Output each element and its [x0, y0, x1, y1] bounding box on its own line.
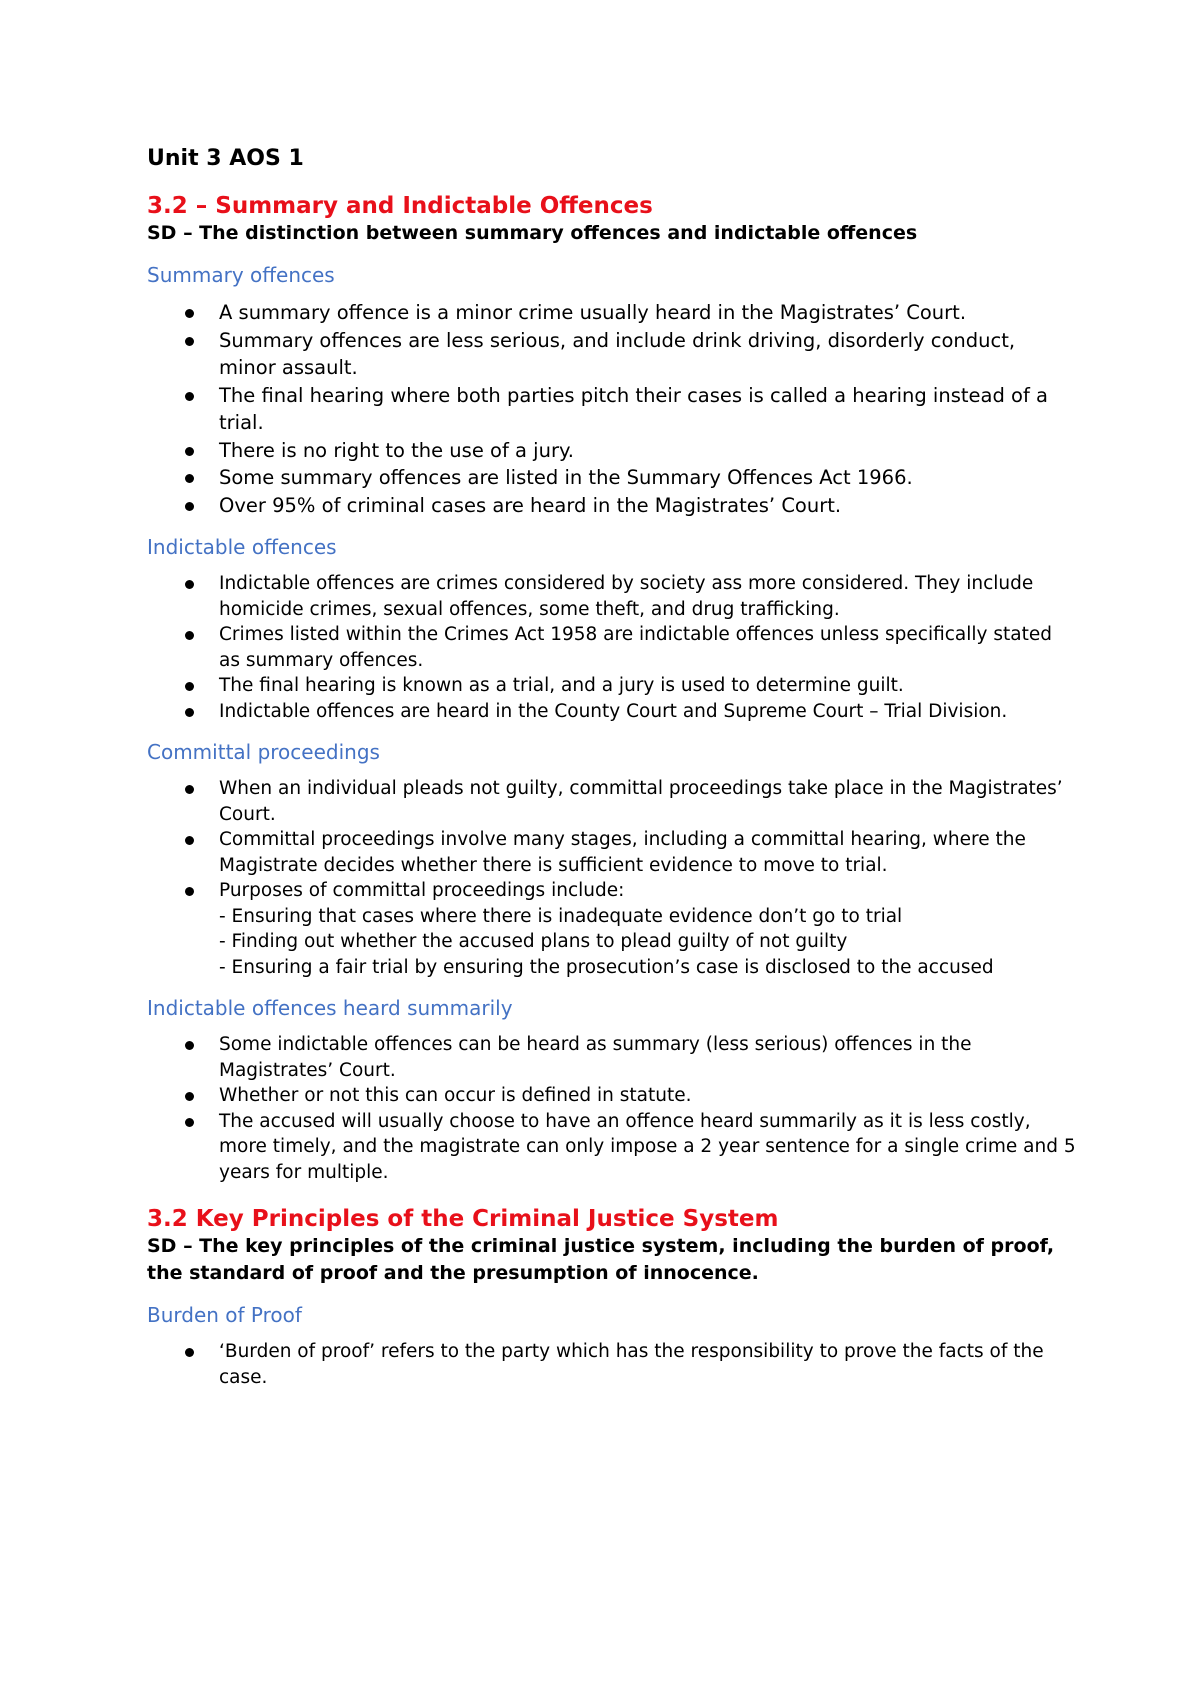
bullet-icon [185, 1348, 194, 1357]
list-item: Summary offences are less serious, and include drink driving, disorderly conduct, minor assault. [147, 327, 1077, 382]
bullet-list [147, 571, 1077, 724]
bullet-icon [185, 631, 194, 640]
bullet-icon [185, 447, 194, 456]
bullet-icon [185, 337, 194, 346]
bullet-list [147, 1032, 1077, 1185]
bullet-list [147, 299, 1077, 519]
bullet-list [147, 776, 1077, 980]
study-design-point: SD – The distinction between summary offences and indictable offences [147, 222, 918, 244]
bullet-icon [185, 1041, 194, 1050]
bullet-icon [185, 708, 194, 717]
subheading-summary-offences: Summary offences [147, 263, 335, 287]
bullet-icon [185, 502, 194, 511]
subheading-committal-proceedings: Committal proceedings [147, 740, 380, 764]
list-item: Indictable offences are heard in the County Court and Supreme Court – Trial Division. [147, 699, 1077, 725]
list-item: The accused will usually choose to have an offence heard summarily as it is less costly, more timely, and the magistrate can only impose a 2 year sentence for a single crime and 5 years for multiple. [147, 1109, 1077, 1186]
bullet-icon [185, 580, 194, 589]
bullet-icon [185, 836, 194, 845]
study-design-point: SD – The key principles of the criminal justice system, including the burden of proof, the standard of proof and the presumption of innocence. [147, 1235, 1055, 1284]
bullet-icon [185, 785, 194, 794]
list-item: Some summary offences are listed in the Summary Offences Act 1966. [147, 464, 1077, 492]
list-item: ‘Burden of proof’ refers to the party which has the responsibility to prove the facts of the case. [147, 1339, 1077, 1390]
subheading-indictable-heard-summarily: Indictable offences heard summarily [147, 996, 513, 1020]
subheading-burden-of-proof: Burden of Proof [147, 1303, 302, 1327]
section-title-key-principles: 3.2 Key Principles of the Criminal Justice System [147, 1206, 779, 1232]
list-item: The final hearing where both parties pitch their cases is called a hearing instead of a trial. [147, 382, 1077, 437]
list-item: The final hearing is known as a trial, and a jury is used to determine guilt. [147, 673, 1077, 699]
subheading-indictable-offences: Indictable offences [147, 535, 337, 559]
list-item: When an individual pleads not guilty, committal proceedings take place in the Magistrates’ Court. [147, 776, 1077, 827]
document-content [147, 146, 1077, 1390]
bullet-icon [185, 682, 194, 691]
list-item: Indictable offences are crimes considered by society ass more considered. They include homicide crimes, sexual offences, some theft, and drug trafficking. [147, 571, 1077, 622]
bullet-icon [185, 887, 194, 896]
bullet-icon [185, 1118, 194, 1127]
bullet-icon [185, 392, 194, 401]
list-item: Committal proceedings involve many stages, including a committal hearing, where the Magistrate decides whether there is sufficient evidence to move to trial. [147, 827, 1077, 878]
bullet-icon [185, 474, 194, 483]
bullet-list [147, 1339, 1077, 1390]
list-item: Whether or not this can occur is defined in statute. [147, 1083, 1077, 1109]
section-title-summary-indictable: 3.2 – Summary and Indictable Offences [147, 193, 653, 219]
list-item: Purposes of committal proceedings include: - Ensuring that cases where there is inadequate evidence don’t go to trial - Finding out whether the accused plans to plead guilty of not guilty - Ensuring a fair trial by ensuring the prosecution’s case is disclosed to the accused [147, 878, 1077, 980]
list-item: There is no right to the use of a jury. [147, 437, 1077, 465]
unit-title: Unit 3 AOS 1 [147, 146, 304, 171]
bullet-icon [185, 1092, 194, 1101]
list-item: Crimes listed within the Crimes Act 1958 are indictable offences unless specifically stated as summary offences. [147, 622, 1077, 673]
list-item: A summary offence is a minor crime usually heard in the Magistrates’ Court. [147, 299, 1077, 327]
bullet-icon [185, 309, 194, 318]
list-item: Over 95% of criminal cases are heard in the Magistrates’ Court. [147, 492, 1077, 520]
list-item: Some indictable offences can be heard as summary (less serious) offences in the Magistrates’ Court. [147, 1032, 1077, 1083]
